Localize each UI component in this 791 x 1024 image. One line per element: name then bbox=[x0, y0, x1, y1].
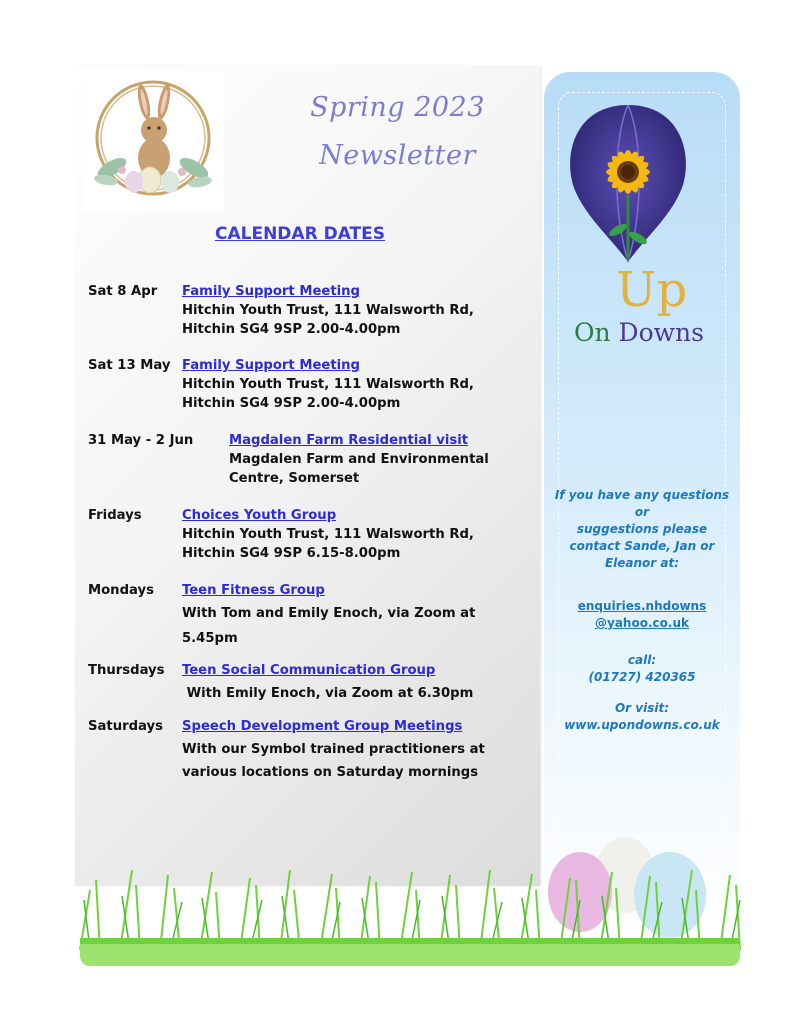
event-link[interactable]: Family Support Meeting bbox=[182, 284, 360, 299]
visit-label: Or visit: bbox=[614, 701, 670, 715]
email-link-part1[interactable]: enquiries.nhdowns bbox=[577, 599, 707, 613]
event-detail: Hitchin SG4 9SP 2.00-4.00pm bbox=[182, 322, 401, 337]
contact-call bbox=[548, 652, 736, 686]
contact-intro-line: Eleanor at: bbox=[604, 556, 680, 570]
event-date: Saturdays bbox=[88, 719, 163, 734]
event-detail: Hitchin Youth Trust, 111 Walsworth Rd, bbox=[182, 303, 474, 318]
event-link[interactable]: Speech Development Group Meetings bbox=[182, 719, 463, 734]
logo-downs: Downs bbox=[618, 318, 704, 347]
event-date: Sat 8 Apr bbox=[88, 284, 158, 299]
logo-on-downs-text bbox=[574, 318, 704, 347]
balloon-sunflower-logo bbox=[558, 100, 708, 270]
event-link[interactable]: Magdalen Farm Residential visit bbox=[229, 433, 469, 448]
event-detail: Hitchin Youth Trust, 111 Walsworth Rd, bbox=[182, 377, 474, 392]
event-detail: 5.45pm bbox=[182, 631, 238, 646]
event-detail: Centre, Somerset bbox=[229, 471, 360, 486]
contact-visit bbox=[548, 700, 736, 734]
contact-intro-line: contact Sande, Jan or bbox=[569, 539, 715, 553]
contact-email bbox=[548, 598, 736, 632]
website-text: www.upondowns.co.uk bbox=[564, 718, 720, 732]
bunny-wreath-image bbox=[82, 72, 224, 212]
event-date: 31 May - 2 Jun bbox=[88, 433, 194, 448]
event-detail: Hitchin SG4 9SP 6.15-8.00pm bbox=[182, 546, 401, 561]
event-detail: With Tom and Emily Enoch, via Zoom at bbox=[182, 606, 476, 621]
event-detail: With Emily Enoch, via Zoom at 6.30pm bbox=[182, 686, 474, 701]
contact-intro-line: or bbox=[634, 505, 650, 519]
event-detail: With our Symbol trained practitioners at bbox=[182, 742, 485, 757]
event-date: Mondays bbox=[88, 583, 154, 598]
newsletter-title-line2: Newsletter bbox=[319, 140, 476, 171]
event-detail: Magdalen Farm and Environmental bbox=[229, 452, 489, 467]
event-link[interactable]: Teen Fitness Group bbox=[182, 583, 325, 598]
event-date: Sat 13 May bbox=[88, 358, 171, 373]
event-date: Fridays bbox=[88, 508, 142, 523]
event-detail: various locations on Saturday mornings bbox=[182, 765, 479, 780]
email-link-part2[interactable]: @yahoo.co.uk bbox=[595, 616, 689, 630]
event-date: Thursdays bbox=[88, 663, 165, 678]
calendar-heading[interactable]: CALENDAR DATES bbox=[215, 224, 385, 244]
phone-number: (01727) 420365 bbox=[588, 670, 696, 684]
contact-intro-line: If you have any questions bbox=[554, 488, 730, 502]
contact-intro bbox=[548, 487, 736, 572]
event-link[interactable]: Teen Social Communication Group bbox=[182, 663, 436, 678]
event-detail: Hitchin Youth Trust, 111 Walsworth Rd, bbox=[182, 527, 474, 542]
contact-intro-line: suggestions please bbox=[576, 522, 708, 536]
grass-eggs-decoration bbox=[70, 830, 750, 980]
logo-on: On bbox=[574, 318, 619, 347]
call-label: call: bbox=[627, 653, 657, 667]
event-link[interactable]: Choices Youth Group bbox=[182, 508, 337, 523]
logo-up-text: Up bbox=[616, 262, 688, 318]
event-detail: Hitchin SG4 9SP 2.00-4.00pm bbox=[182, 396, 401, 411]
event-link[interactable]: Family Support Meeting bbox=[182, 358, 360, 373]
newsletter-title-line1: Spring 2023 bbox=[310, 92, 485, 123]
